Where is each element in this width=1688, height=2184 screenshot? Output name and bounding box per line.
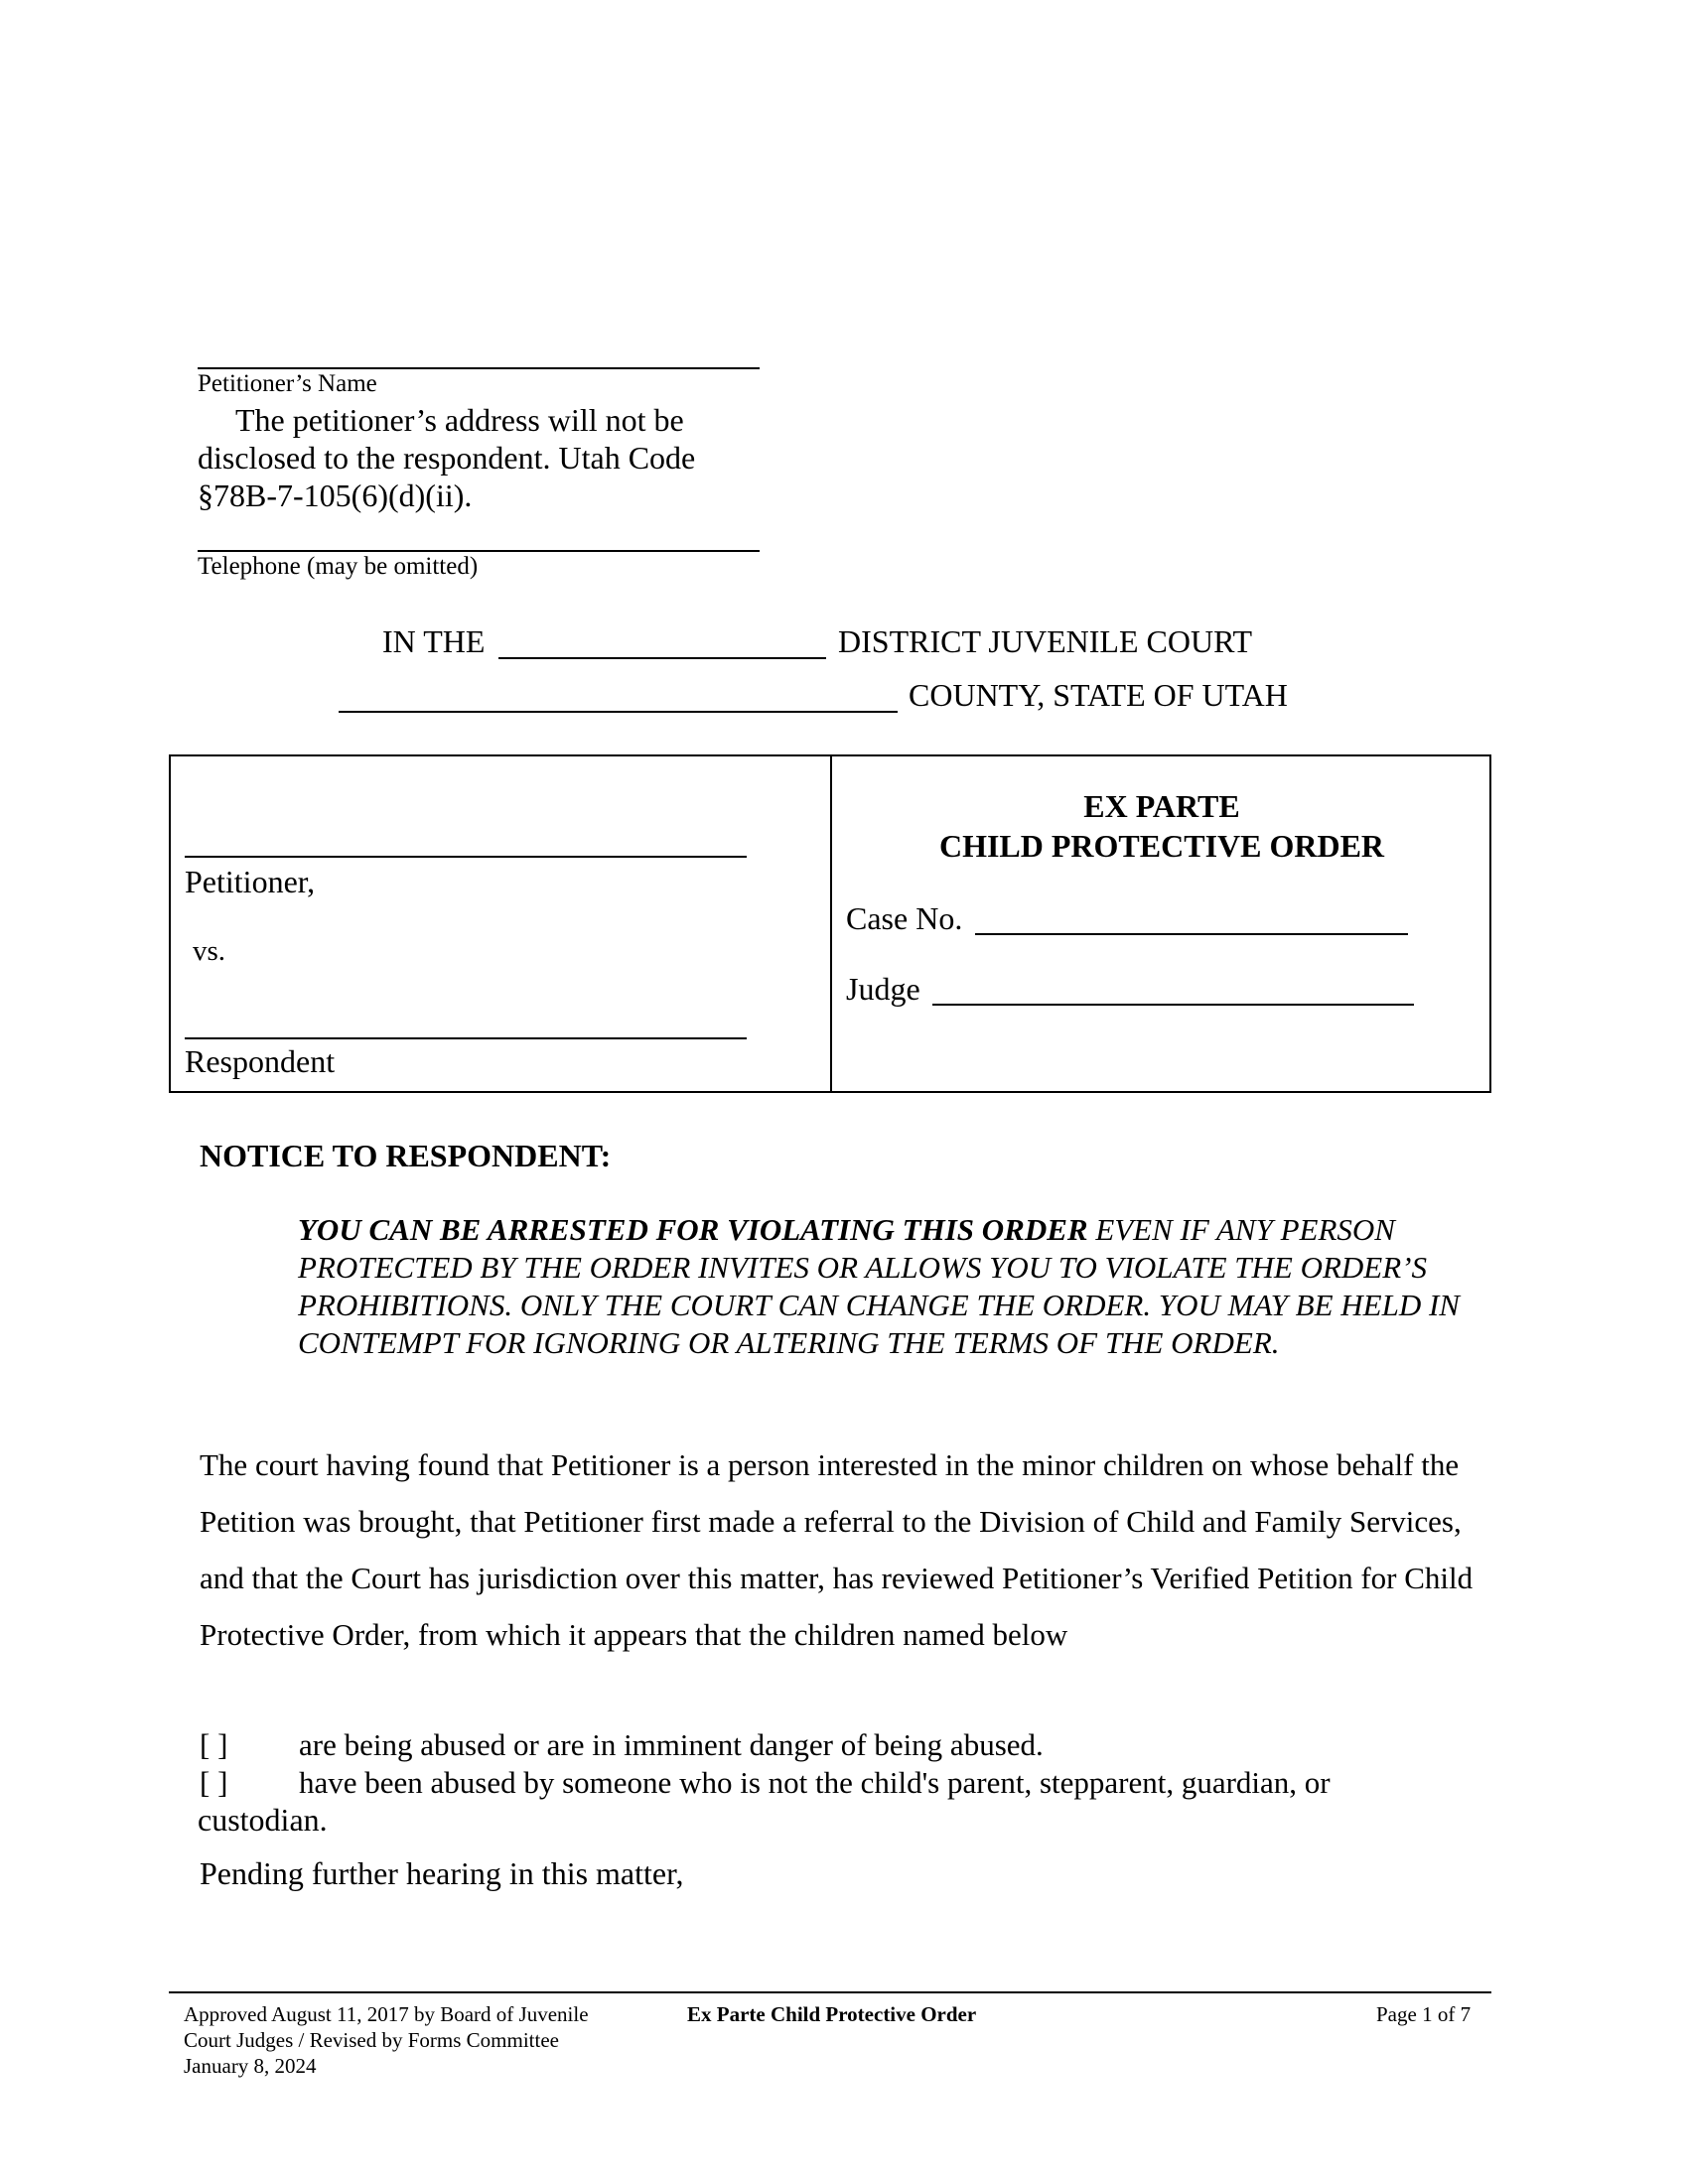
- notice-heading: NOTICE TO RESPONDENT:: [200, 1138, 612, 1173]
- case-number-label: Case No.: [846, 900, 963, 936]
- checkbox-2-continuation: custodian.: [198, 1802, 328, 1838]
- telephone-line[interactable]: [198, 550, 760, 552]
- petitioner-caption-label: Petitioner,: [185, 864, 316, 899]
- vs-label: vs.: [193, 935, 226, 967]
- pending-text: Pending further hearing in this matter,: [200, 1855, 684, 1891]
- address-note: [198, 401, 695, 514]
- checkbox-row-2: [200, 1765, 1331, 1801]
- telephone-label: Telephone (may be omitted): [198, 553, 479, 580]
- notice-warning-bold: YOU CAN BE ARRESTED FOR VIOLATING THIS ORDER: [298, 1212, 1088, 1247]
- checkbox-2[interactable]: [ ]: [200, 1765, 228, 1800]
- case-caption-box: [169, 754, 1491, 1093]
- footer-approval-line-3: January 8, 2024: [184, 2054, 317, 2078]
- footer-page-number: Page 1 of 7: [1376, 2002, 1472, 2026]
- address-note-line-1: The petitioner’s address will not be: [235, 402, 684, 438]
- footer-approval-line-1: Approved August 11, 2017 by Board of Juvenile: [184, 2002, 589, 2026]
- checkbox-1-text: are being abused or are in imminent danger of being abused.: [299, 1727, 1044, 1762]
- petitioner-name-label: Petitioner’s Name: [198, 370, 377, 397]
- in-the-label: IN THE: [382, 623, 486, 659]
- petitioner-name-line[interactable]: [198, 367, 760, 369]
- order-title-line-2: CHILD PROTECTIVE ORDER: [938, 828, 1385, 864]
- findings-paragraph: The court having found that Petitioner is a person interested in the minor children on whose behalf the Petition was brought, that Petitioner first made a referral to the Division of Child and Family Services, and that the Court has jurisdiction over this matter, has reviewed Petitioner’s Verified Petition for Child Protective Order, from which it appears that the children named below: [200, 1447, 1474, 1652]
- respondent-caption-line[interactable]: [185, 1037, 747, 1039]
- county-state-label: COUNTY, STATE OF UTAH: [909, 677, 1288, 713]
- petitioner-caption-line[interactable]: [185, 856, 747, 858]
- footer-approval-line-2: Court Judges / Revised by Forms Committee: [184, 2028, 559, 2052]
- judge-label: Judge: [846, 971, 920, 1007]
- address-note-line-3: §78B-7-105(6)(d)(ii).: [198, 478, 473, 513]
- footer-approval: [184, 2001, 589, 2079]
- notice-warning: [298, 1211, 1499, 1362]
- judge-field[interactable]: [932, 1004, 1414, 1006]
- order-title-line-1: EX PARTE: [1083, 788, 1240, 824]
- notice-warning-rest: EVEN IF ANY PERSON PROTECTED BY THE ORDER INVITES OR ALLOWS YOU TO VIOLATE THE ORDER’S PROHIBITIONS. ONLY THE COURT CAN CHANGE THE ORDER. YOU MAY BE HELD IN CONTEMPT FOR IGNORING OR ALTERING THE TERMS OF THE ORDER.: [298, 1212, 1460, 1360]
- county-name-line[interactable]: [339, 711, 898, 713]
- footer-rule: [169, 1991, 1491, 1993]
- case-number-field[interactable]: [975, 933, 1408, 935]
- footer-form-title: Ex Parte Child Protective Order: [687, 2002, 977, 2026]
- checkbox-row-1: [200, 1727, 1044, 1763]
- checkbox-1[interactable]: [ ]: [200, 1727, 228, 1762]
- district-name-line[interactable]: [498, 657, 826, 659]
- respondent-caption-label: Respondent: [185, 1043, 336, 1079]
- checkbox-2-text: have been abused by someone who is not the child's parent, stepparent, guardian, or: [299, 1765, 1331, 1800]
- order-title: [832, 786, 1491, 866]
- district-court-label: DISTRICT JUVENILE COURT: [838, 623, 1253, 659]
- address-note-line-2: disclosed to the respondent. Utah Code: [198, 440, 696, 476]
